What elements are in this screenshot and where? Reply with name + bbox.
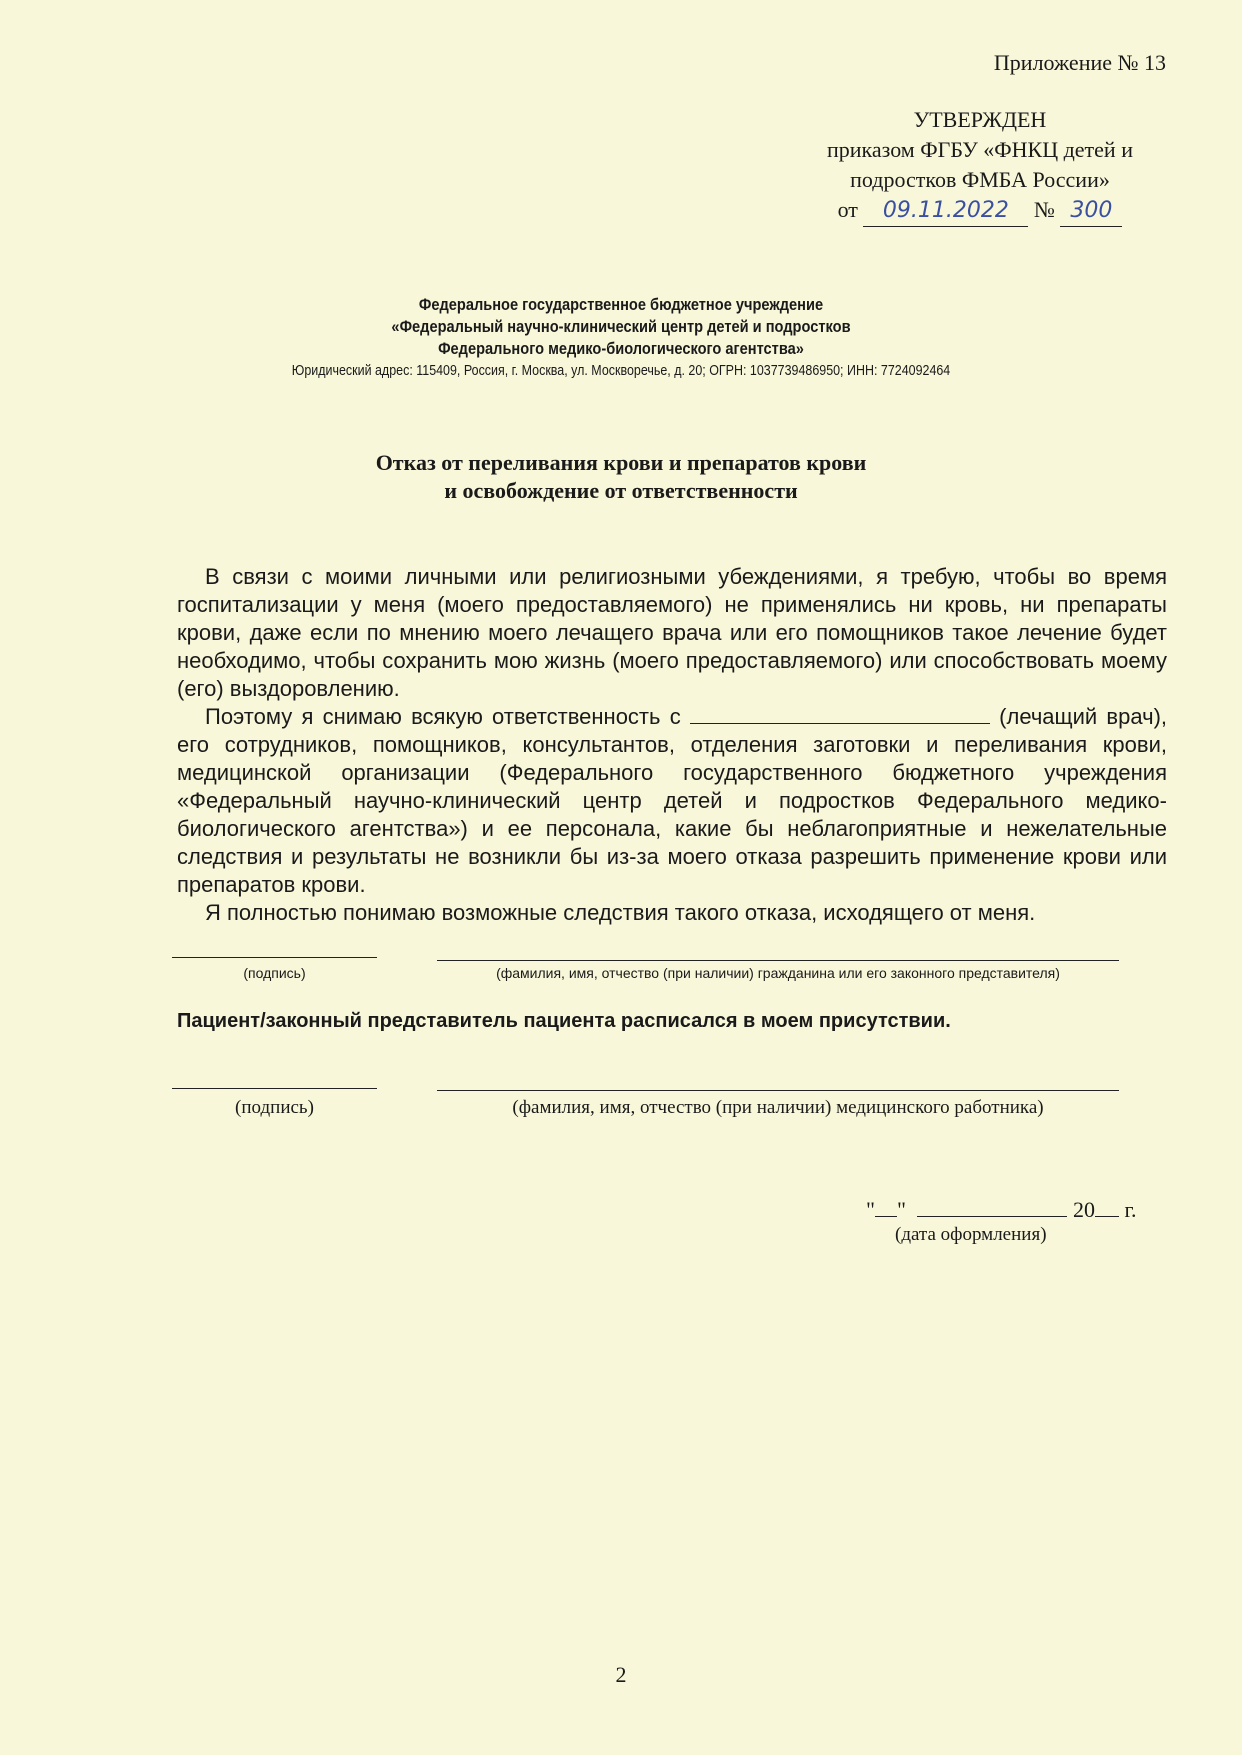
date-close-quote: " — [896, 1197, 906, 1222]
patient-name-caption: (фамилия, имя, отчество (при наличии) гражданина или его законного представителя) — [496, 965, 1060, 981]
approved-heading: УТВЕРЖДЕН — [913, 107, 1047, 132]
attending-physician-field[interactable] — [690, 703, 990, 724]
patient-name-line[interactable] — [437, 960, 1119, 961]
paragraph-2-start: Поэтому я снимаю всякую ответственность с — [205, 704, 681, 729]
patient-signature-line[interactable] — [172, 957, 377, 958]
staff-signature-caption: (подпись) — [235, 1097, 314, 1118]
date-caption: (дата оформления) — [895, 1224, 1047, 1245]
approval-block — [780, 105, 1180, 227]
document-title — [0, 449, 1242, 505]
patient-signature-caption: (подпись) — [243, 965, 306, 981]
paragraph-2-rest: (лечащий врач), его сотрудников, помощников, консультантов, отделения заготовки и переливания крови, медицинской организации (Федерального государственного бюджетного учреждения «Федеральный научно-клинический центр детей и подростков Федерального медико-биологического агентства») и ее персонала, какие бы неблагоприятные и нежелательные следствия и результаты не возникли бы из-за моего отказа разрешить применение крови или препаратов крови. — [177, 704, 1168, 897]
title-line-1: Отказ от переливания крови и препаратов крови — [375, 450, 867, 475]
date-block — [866, 1196, 1137, 1223]
number-label: № — [1033, 197, 1055, 222]
document-body — [177, 563, 1167, 927]
page-number: 2 — [615, 1662, 627, 1687]
month-field[interactable] — [917, 1196, 1067, 1217]
date-open-quote: " — [866, 1197, 875, 1222]
paragraph-3: Я полностью понимаю возможные следствия такого отказа, исходящего от меня. — [205, 900, 1036, 925]
org-line-3: Федерального медико-биологического агентства» — [438, 339, 804, 358]
title-line-2: и освобождение от ответственности — [444, 478, 798, 503]
org-line-2: «Федеральный научно-клинический центр детей и подростков — [391, 317, 851, 336]
year-suffix: г. — [1124, 1197, 1137, 1222]
witness-statement: Пациент/законный представитель пациента расписался в моем присутствии. — [177, 1010, 951, 1032]
order-line-1: приказом ФГБУ «ФНКЦ детей и — [827, 137, 1133, 162]
year-prefix: 20 — [1072, 1197, 1095, 1222]
order-date-line — [780, 195, 1180, 227]
staff-name-caption: (фамилия, имя, отчество (при наличии) медицинского работника) — [512, 1097, 1044, 1118]
year-field[interactable] — [1095, 1196, 1119, 1217]
staff-signature-line[interactable] — [172, 1088, 377, 1089]
staff-name-line[interactable] — [437, 1090, 1119, 1091]
organization-header — [87, 294, 1155, 382]
org-address: Юридический адрес: 115409, Россия, г. Москва, ул. Москворечье, д. 20; ОГРН: 1037739486950; ИНН: 7724092464 — [291, 363, 951, 379]
paragraph-1: В связи с моими личными или религиозными убеждениями, я требую, чтобы во время госпитализации у меня (моего предоставляемого) не применялись ни кровь, ни препараты крови, даже если по мнению моего лечащего врача или его помощников такое лечение будет необходимо, чтобы сохранить мою жизнь (моего предоставляемого) или способствовать моему (его) выздоровлению. — [177, 564, 1167, 701]
annex-number: Приложение № 13 — [993, 50, 1166, 75]
from-label: от — [837, 197, 858, 222]
order-date-field[interactable]: 09.11.2022 — [863, 196, 1028, 227]
order-line-2: подростков ФМБА России» — [850, 167, 1110, 192]
org-line-1: Федеральное государственное бюджетное учреждение — [418, 295, 824, 314]
day-field[interactable] — [875, 1196, 897, 1217]
paragraph-2 — [177, 703, 1167, 899]
order-number-field[interactable]: 300 — [1060, 196, 1122, 227]
